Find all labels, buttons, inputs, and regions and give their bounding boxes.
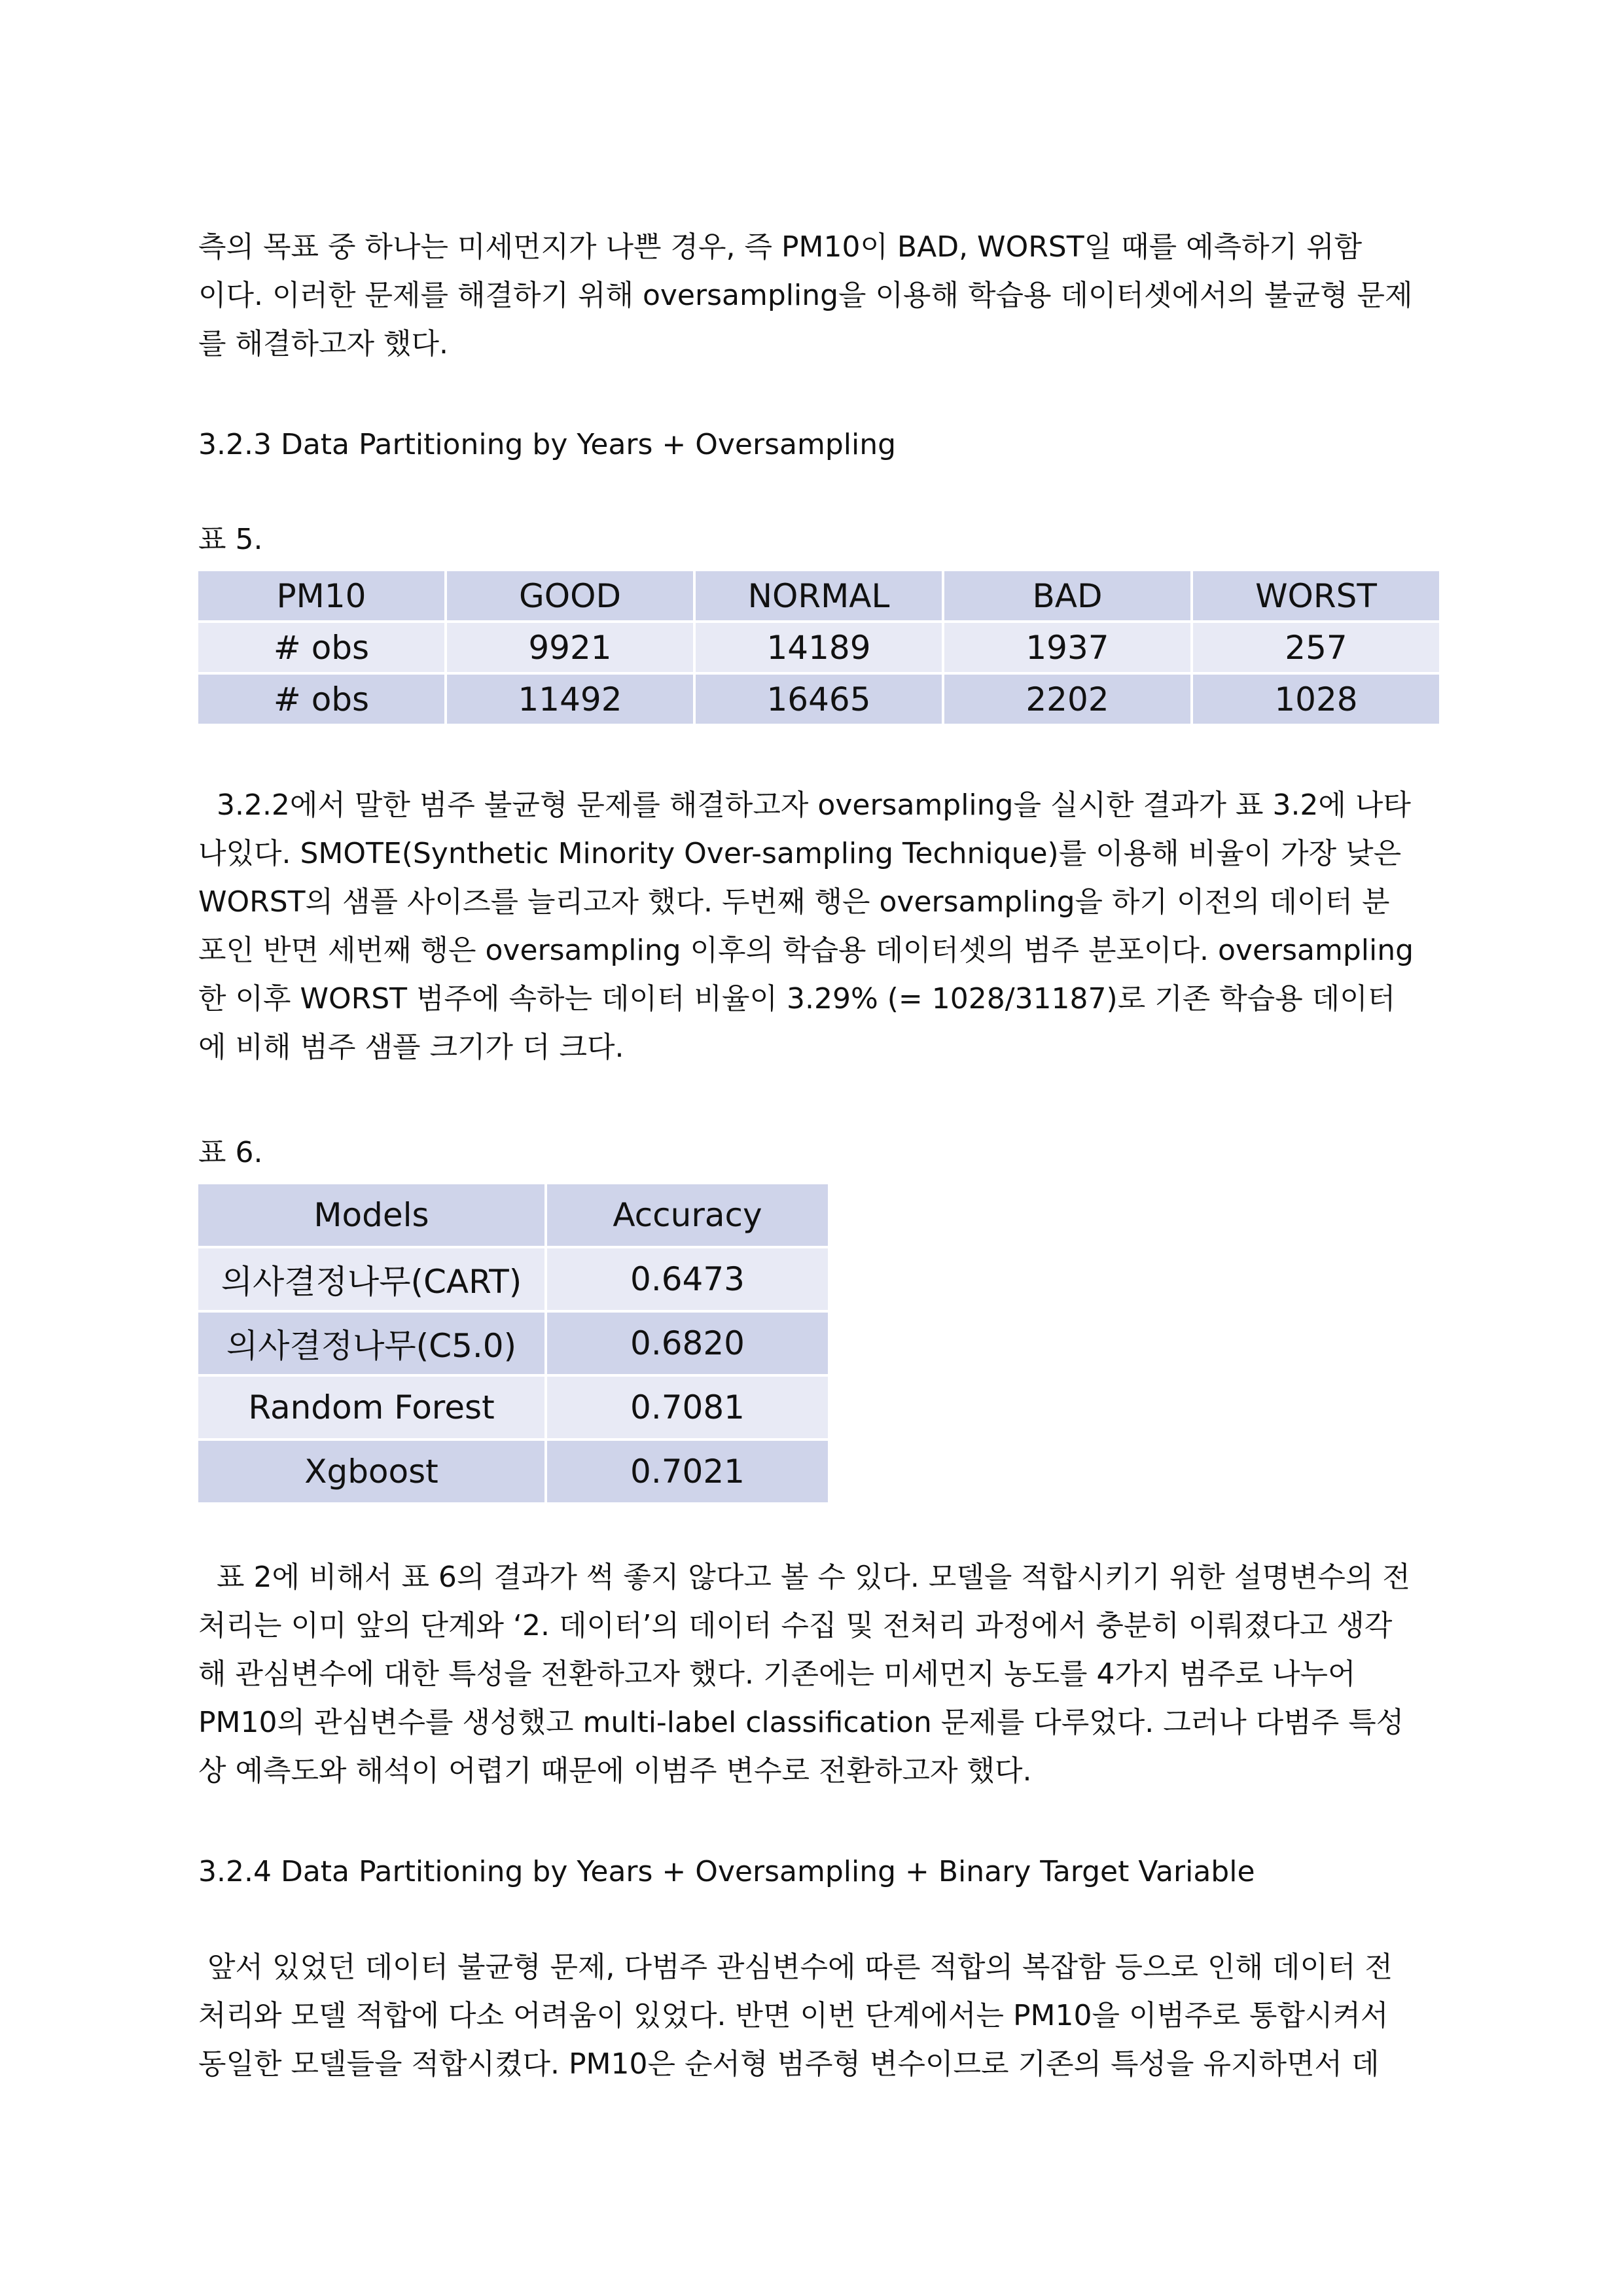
text-line: 처리는 이미 앞의 단계와 ‘2. 데이터’의 데이터 수집 및 전처리 과정에서 충분히 이뤄졌다고 생각 (198, 1609, 1393, 1642)
table6-cell: 0.6820 (547, 1313, 828, 1374)
section-heading-3-2-3: 3.2.3 Data Partitioning by Years + Oversampling (198, 428, 897, 461)
table6-row (198, 1248, 828, 1310)
text-line: 해 관심변수에 대한 특성을 전환하고자 했다. 기존에는 미세먼지 농도를 4가지 범주로 나누어 (198, 1657, 1356, 1691)
table6-row (198, 1313, 828, 1374)
table5-cell: 2202 (944, 675, 1190, 724)
text-line: 포인 반면 세번째 행은 oversampling 이후의 학습용 데이터셋의 범주 분포이다. oversampling (198, 934, 1414, 967)
table5-cell: 14189 (696, 623, 942, 672)
text-line: 이다. 이러한 문제를 해결하기 위해 oversampling을 이용해 학습용 데이터셋에서의 불균형 문제 (198, 279, 1413, 312)
table5-header-row (198, 571, 1439, 620)
text-line: 를 해결하고자 했다. (198, 327, 448, 361)
text-line: 앞서 있었던 데이터 불균형 문제, 다범주 관심변수에 따른 적합의 복잡함 등으로 인해 데이터 전 (198, 1951, 1393, 1984)
table5-header-cell: BAD (944, 571, 1190, 620)
text-line: 나있다. SMOTE(Synthetic Minority Over-sampling Technique)를 이용해 비율이 가장 낮은 (198, 837, 1402, 870)
text-line: 에 비해 범주 샘플 크기가 더 크다. (198, 1031, 624, 1064)
table6-cell: 0.6473 (547, 1248, 828, 1310)
text-line: 3.2.2에서 말한 범주 불균형 문제를 해결하고자 oversampling을 실시한 결과가 표 3.2에 나타 (198, 788, 1411, 822)
table6-caption: 표 6. (198, 1136, 263, 1169)
table5-header-cell: GOOD (447, 571, 693, 620)
table6-cell: 의사결정나무(C5.0) (198, 1313, 544, 1374)
table5-header-cell: PM10 (198, 571, 444, 620)
table6-header-cell: Models (198, 1184, 544, 1246)
text-line: 동일한 모델들을 적합시켰다. PM10은 순서형 범주형 변수이므로 기존의 특성을 유지하면서 데 (198, 2047, 1380, 2081)
table5-header-cell: WORST (1193, 571, 1439, 620)
table6-row (198, 1377, 828, 1438)
text-line: PM10의 관심변수를 생성했고 multi-label classification 문제를 다루었다. 그러나 다범주 특성 (198, 1706, 1404, 1739)
table5-header-cell: NORMAL (696, 571, 942, 620)
table6-cell: 0.7081 (547, 1377, 828, 1438)
table5-cell: 16465 (696, 675, 942, 724)
table6-header-row (198, 1184, 828, 1246)
text-line: WORST의 샘플 사이즈를 늘리고자 했다. 두번째 행은 oversampling을 하기 이전의 데이터 분 (198, 885, 1390, 919)
intro-paragraph (198, 223, 1435, 368)
table5-cell: 11492 (447, 675, 693, 724)
table5-cell: 1937 (944, 623, 1190, 672)
binary-target-paragraph (198, 1943, 1435, 2089)
text-line: 표 2에 비해서 표 6의 결과가 썩 좋지 않다고 볼 수 있다. 모델을 적합시키기 위한 설명변수의 전 (198, 1561, 1410, 1594)
table5-cell: # obs (198, 623, 444, 672)
oversampling-paragraph (198, 781, 1435, 1072)
table5-cell: 9921 (447, 623, 693, 672)
table5-cell: # obs (198, 675, 444, 724)
table5-row (198, 675, 1439, 724)
table6-row (198, 1441, 828, 1502)
table6 (196, 1182, 830, 1505)
table6-cell: 의사결정나무(CART) (198, 1248, 544, 1310)
table6-cell: Xgboost (198, 1441, 544, 1502)
table5-row (198, 623, 1439, 672)
results-paragraph (198, 1553, 1435, 1795)
table5-cell: 257 (1193, 623, 1439, 672)
text-line: 한 이후 WORST 범주에 속하는 데이터 비율이 3.29% (= 1028/31187)로 기존 학습용 데이터 (198, 982, 1396, 1016)
table5-cell: 1028 (1193, 675, 1439, 724)
text-line: 상 예측도와 해석이 어렵기 때문에 이범주 변수로 전환하고자 했다. (198, 1754, 1032, 1788)
table6-cell: 0.7021 (547, 1441, 828, 1502)
table5 (196, 569, 1442, 726)
text-line: 측의 목표 중 하나는 미세먼지가 나쁜 경우, 즉 PM10이 BAD, WORST일 때를 예측하기 위함 (198, 230, 1363, 264)
table6-header-cell: Accuracy (547, 1184, 828, 1246)
section-heading-3-2-4: 3.2.4 Data Partitioning by Years + Oversampling + Binary Target Variable (198, 1855, 1255, 1888)
table6-cell: Random Forest (198, 1377, 544, 1438)
table5-caption: 표 5. (198, 523, 263, 556)
text-line: 처리와 모델 적합에 다소 어려움이 있었다. 반면 이번 단계에서는 PM10을 이범주로 통합시켜서 (198, 1999, 1389, 2032)
